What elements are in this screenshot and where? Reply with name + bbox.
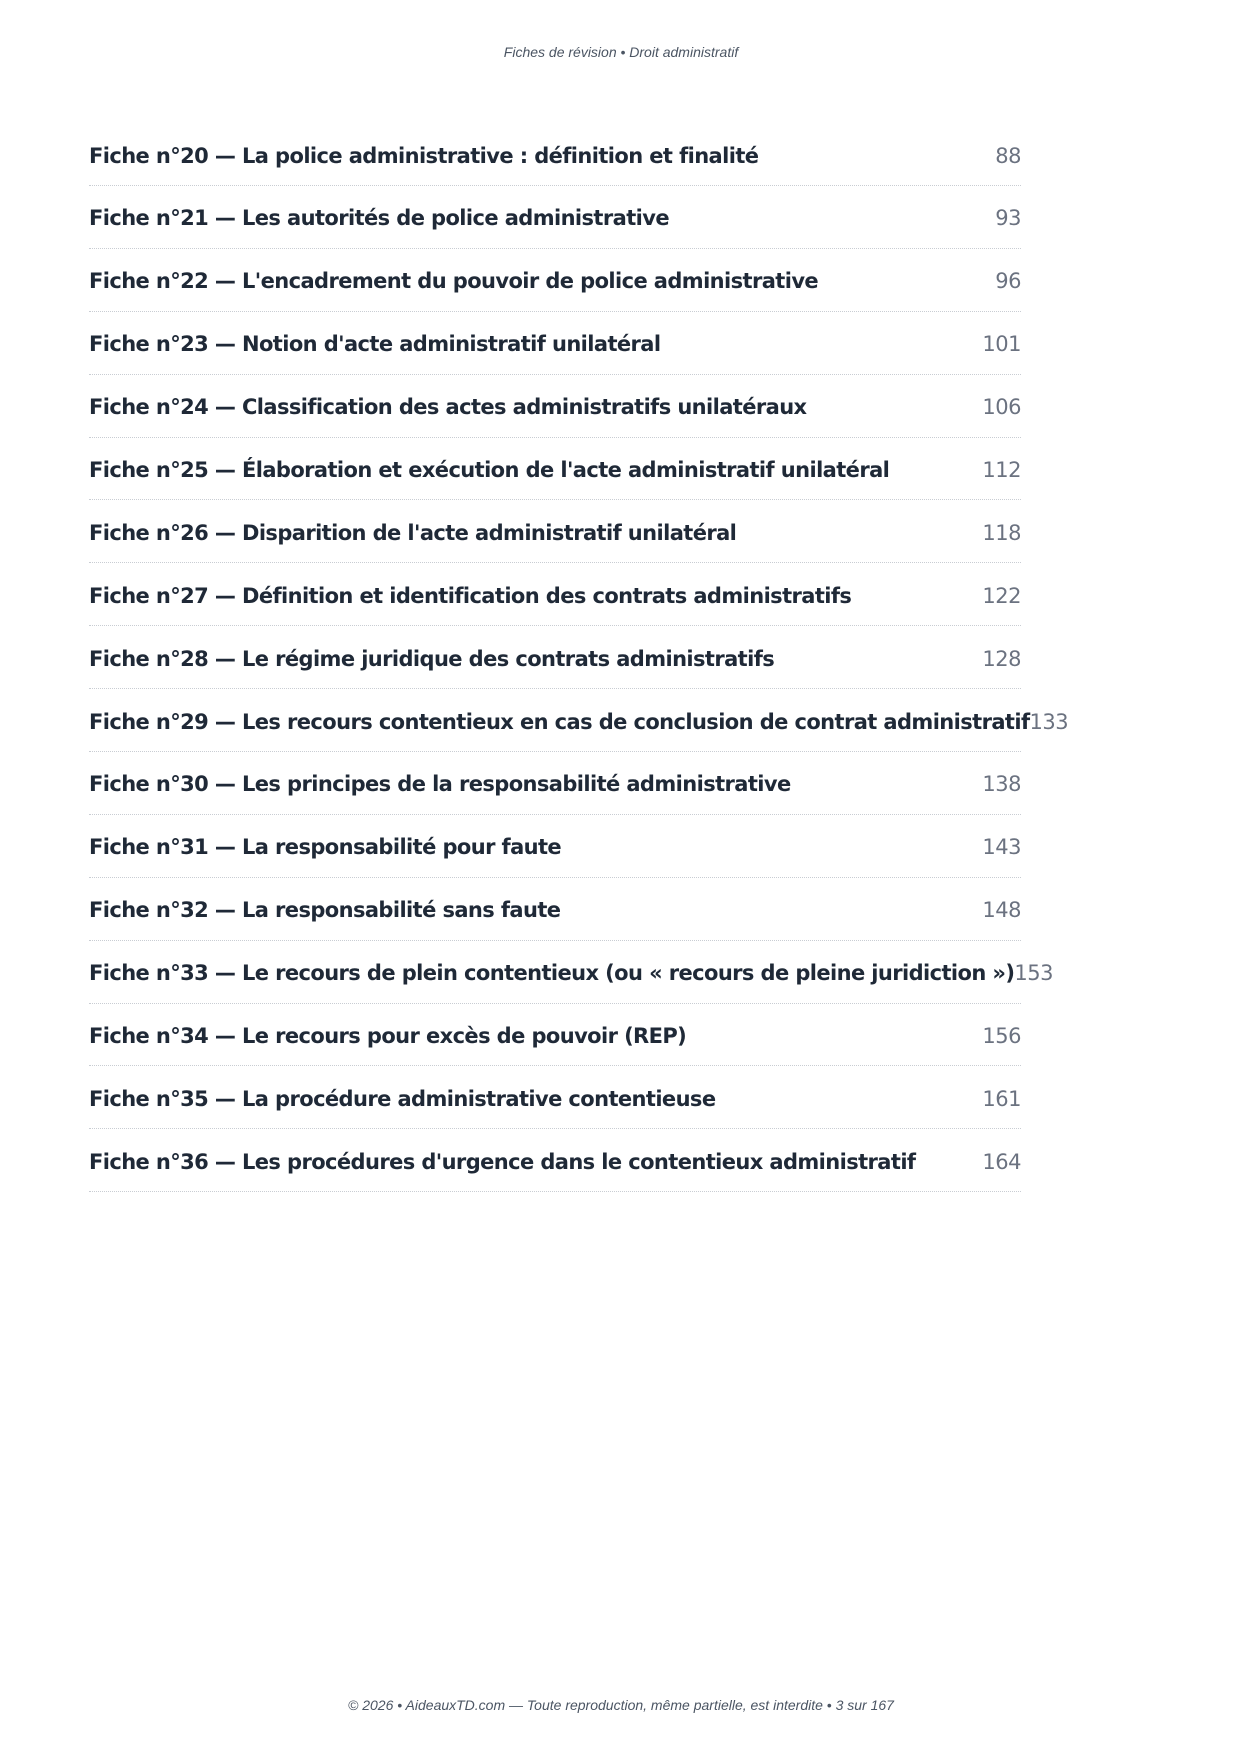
toc-entry-title[interactable]: Fiche n°26 — Disparition de l'acte administratif unilatéral xyxy=(89,520,737,545)
toc-entry-26[interactable] xyxy=(89,501,1021,563)
toc-entry-title[interactable]: Fiche n°29 — Les recours contentieux en cas de conclusion de contrat administratif xyxy=(89,709,1030,734)
toc-entry-31[interactable] xyxy=(89,816,1021,878)
toc-entry-25[interactable] xyxy=(89,438,1021,500)
toc-entry-title[interactable]: Fiche n°24 — Classification des actes administratifs unilatéraux xyxy=(89,395,807,420)
toc-entry-title[interactable]: Fiche n°34 — Le recours pour excès de pouvoir (REP) xyxy=(89,1023,687,1048)
toc-entry-title[interactable]: Fiche n°21 — Les autorités de police administrative xyxy=(89,206,669,231)
toc-entry-title[interactable]: Fiche n°36 — Les procédures d'urgence dans le contentieux administratif xyxy=(89,1149,916,1174)
toc-entry-29[interactable] xyxy=(89,690,1069,752)
toc-entry-page: 101 xyxy=(982,332,1021,357)
toc-entry-36[interactable] xyxy=(89,1130,1021,1192)
toc-entry-page: 148 xyxy=(982,898,1021,923)
toc-entry-28[interactable] xyxy=(89,627,1021,689)
toc-entry-32[interactable] xyxy=(89,879,1021,941)
toc-entry-page: 161 xyxy=(982,1086,1021,1111)
toc-entry-title[interactable]: Fiche n°27 — Définition et identification des contrats administratifs xyxy=(89,583,852,608)
toc-entry-35[interactable] xyxy=(89,1067,1021,1129)
table-of-contents xyxy=(89,124,1069,1193)
toc-entry-20[interactable] xyxy=(89,124,1021,186)
toc-entry-page: 138 xyxy=(982,772,1021,797)
toc-entry-22[interactable] xyxy=(89,250,1021,312)
toc-entry-title[interactable]: Fiche n°22 — L'encadrement du pouvoir de police administrative xyxy=(89,269,819,294)
toc-entry-title[interactable]: Fiche n°35 — La procédure administrative contentieuse xyxy=(89,1086,716,1111)
running-footer: © 2026 • AideauxTD.com — Toute reproduction, même partielle, est interdite • 3 sur 167 xyxy=(348,1697,894,1713)
toc-entry-title[interactable]: Fiche n°33 — Le recours de plein contentieux (ou « recours de pleine juridiction ») xyxy=(89,961,1015,986)
toc-entry-page: 164 xyxy=(982,1149,1021,1174)
toc-entry-title[interactable]: Fiche n°32 — La responsabilité sans faute xyxy=(89,898,561,923)
toc-entry-title[interactable]: Fiche n°31 — La responsabilité pour faute xyxy=(89,835,562,860)
toc-entry-page: 93 xyxy=(995,206,1021,231)
toc-entry-title[interactable]: Fiche n°28 — Le régime juridique des contrats administratifs xyxy=(89,646,775,671)
toc-entry-page: 122 xyxy=(982,583,1021,608)
toc-entry-page: 106 xyxy=(982,395,1021,420)
toc-entry-title[interactable]: Fiche n°23 — Notion d'acte administratif unilatéral xyxy=(89,332,661,357)
toc-entry-page: 88 xyxy=(995,143,1021,168)
toc-entry-30[interactable] xyxy=(89,753,1021,815)
toc-entry-page: 156 xyxy=(982,1023,1021,1048)
toc-entry-23[interactable] xyxy=(89,313,1021,375)
toc-entry-21[interactable] xyxy=(89,187,1021,249)
toc-entry-page: 128 xyxy=(982,646,1021,671)
toc-entry-page: 143 xyxy=(982,835,1021,860)
toc-entry-page: 112 xyxy=(982,457,1021,482)
toc-entry-page: 153 xyxy=(1014,961,1053,986)
toc-entry-27[interactable] xyxy=(89,564,1021,626)
toc-entry-title[interactable]: Fiche n°30 — Les principes de la responsabilité administrative xyxy=(89,772,791,797)
toc-entry-34[interactable] xyxy=(89,1004,1021,1066)
toc-entry-page: 96 xyxy=(995,269,1021,294)
toc-entry-33[interactable] xyxy=(89,942,1053,1004)
running-header: Fiches de révision • Droit administratif xyxy=(503,44,739,60)
toc-entry-24[interactable] xyxy=(89,376,1021,438)
toc-entry-title[interactable]: Fiche n°20 — La police administrative : définition et finalité xyxy=(89,143,759,168)
toc-entry-title[interactable]: Fiche n°25 — Élaboration et exécution de l'acte administratif unilatéral xyxy=(89,457,890,482)
toc-entry-page: 133 xyxy=(1029,709,1069,734)
toc-entry-page: 118 xyxy=(982,520,1021,545)
